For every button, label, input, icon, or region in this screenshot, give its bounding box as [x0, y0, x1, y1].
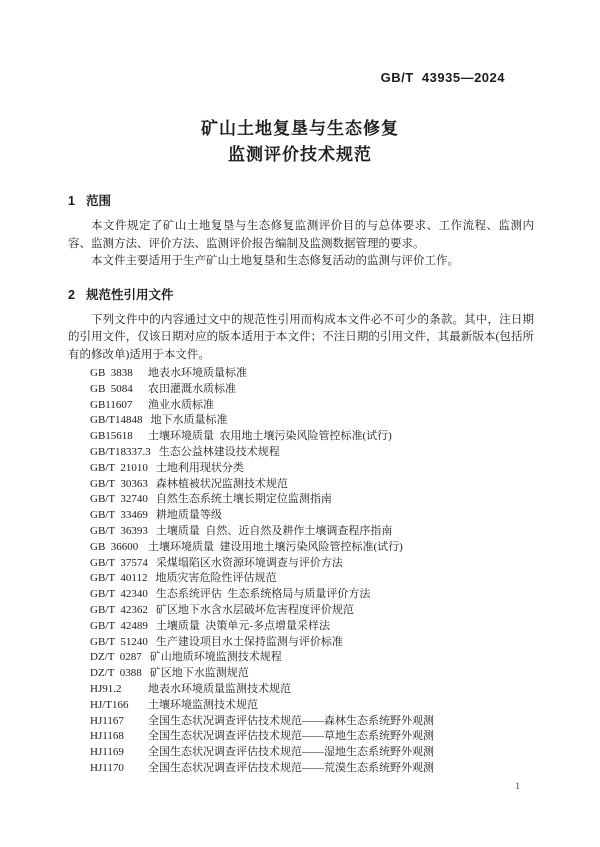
reference-item	[90, 650, 534, 666]
reference-code: GB/T 37574	[90, 556, 148, 569]
reference-code: GB/T 30363	[90, 477, 148, 490]
reference-title: 生态公益林建设技术规程	[158, 445, 280, 458]
document-body	[68, 193, 534, 777]
reference-item	[90, 571, 534, 587]
reference-code: GB11607	[90, 398, 133, 411]
section-references-title: 规范性引用文件	[85, 287, 174, 302]
reference-title: 农田灌溉水质标准	[148, 382, 236, 395]
reference-title: 耕地质量等级	[155, 509, 222, 522]
reference-item	[90, 714, 534, 730]
reference-item	[90, 587, 534, 603]
reference-item	[90, 445, 534, 461]
reference-code: HJ1170	[90, 761, 124, 774]
reference-item	[90, 682, 534, 698]
reference-code: GB 5084	[90, 382, 133, 395]
reference-item	[90, 745, 534, 761]
reference-code: GB15618	[90, 430, 133, 443]
reference-item	[90, 556, 534, 572]
reference-code: DZ/T 0388	[90, 667, 142, 680]
reference-code: GB/T 51240	[90, 635, 148, 648]
reference-code: HJ1169	[90, 746, 124, 759]
reference-title: 土壤环境质量 农用地土壤污染风险管控标准(试行)	[148, 430, 392, 443]
reference-title: 全国生态状况调查评估技术规范——森林生态系统野外观测	[148, 714, 434, 727]
reference-item	[90, 524, 534, 540]
document-title-line2: 监测评价技术规范	[228, 145, 372, 164]
reference-item	[90, 477, 534, 493]
reference-code: GB/T14848	[90, 414, 143, 427]
section-scope-number: 1	[68, 194, 75, 208]
reference-title: 土地利用现状分类	[155, 461, 244, 474]
reference-title: 生产建设项目水土保持监测与评价标准	[155, 635, 343, 648]
reference-title: 全国生态状况调查评估技术规范——荒漠生态系统野外观测	[148, 761, 434, 774]
reference-title: 土壤质量 决策单元-多点增量采样法	[155, 619, 331, 632]
reference-item	[90, 698, 534, 714]
reference-code: DZ/T 0287	[90, 651, 142, 664]
reference-title: 渔业水质标准	[148, 398, 214, 411]
reference-title: 采煤塌陷区水资源环境调查与评价方法	[155, 556, 343, 569]
reference-item	[90, 619, 534, 635]
reference-item	[90, 603, 534, 619]
reference-item	[90, 508, 534, 524]
reference-code: GB/T 36393	[90, 524, 148, 537]
reference-title: 全国生态状况调查评估技术规范——草地生态系统野外观测	[148, 730, 434, 743]
reference-code: GB/T 33469	[90, 509, 148, 522]
reference-title: 土壤质量 自然、近自然及耕作土壤调查程序指南	[155, 524, 393, 537]
reference-code: GB/T 42362	[90, 603, 148, 616]
scope-paragraph-1: 本文件规定了矿山土地复垦与生态修复监测评价目的与总体要求、工作流程、监测内容、监测方法、评价方法、监测评价报告编制及监测数据管理的要求。	[68, 220, 534, 250]
page-number: 1	[515, 782, 520, 792]
reference-title: 地下水质量标准	[150, 414, 228, 427]
reference-title: 地质灾害危险性评估规范	[155, 572, 277, 585]
reference-code: GB/T 32740	[90, 493, 148, 506]
reference-title: 生态系统评估 生态系统格局与质量评价方法	[155, 588, 371, 601]
reference-item	[90, 492, 534, 508]
reference-title: 地表水环境质量监测技术规范	[148, 682, 291, 695]
reference-item	[90, 540, 534, 556]
reference-title: 地表水环境质量标准	[148, 367, 247, 379]
reference-code: GB/T 40112	[90, 572, 148, 585]
references-intro: 下列文件中的内容通过文中的规范性引用而构成本文件必不可少的条款。其中，注日期的引用文件，仅该日期对应的版本适用于本文件；不注日期的引用文件，其最新版本(包括所有的修改单)适用于本文件。	[68, 313, 534, 361]
standard-number: GB/T 43935—2024	[380, 70, 505, 85]
section-references-heading	[68, 287, 534, 304]
reference-title: 全国生态状况调查评估技术规范——湿地生态系统野外观测	[148, 746, 434, 759]
reference-title: 矿山地质环境监测技术规程	[149, 651, 282, 664]
reference-item	[90, 635, 534, 651]
reference-code: HJ1167	[90, 714, 124, 727]
reference-code: GB 3838	[90, 367, 133, 379]
section-references-number: 2	[68, 287, 75, 302]
reference-title: 矿区地下水含水层破坏危害程度评价规范	[155, 603, 354, 616]
reference-item	[90, 413, 534, 429]
reference-code: HJ1168	[90, 730, 124, 743]
scope-paragraph-2: 本文件主要适用于生产矿山土地复垦和生态修复活动的监测与评价工作。	[91, 255, 459, 267]
reference-title: 土壤环境监测技术规范	[148, 698, 258, 711]
reference-item	[90, 429, 534, 445]
reference-title: 森林植被状况监测技术规范	[155, 477, 288, 490]
reference-title: 自然生态系统土壤长期定位监测指南	[155, 493, 332, 506]
reference-code: HJ91.2	[90, 682, 122, 695]
reference-code: HJ/T166	[90, 698, 129, 711]
document-title-line1: 矿山土地复垦与生态修复	[201, 119, 399, 138]
reference-item	[90, 398, 534, 414]
reference-item	[90, 761, 534, 777]
reference-code: GB/T 21010	[90, 461, 148, 474]
reference-item	[90, 729, 534, 745]
document-title	[0, 116, 600, 168]
reference-item	[90, 461, 534, 477]
section-scope-title: 范围	[85, 194, 111, 208]
reference-item	[90, 382, 534, 398]
reference-title: 矿区地下水监测规范	[149, 667, 249, 680]
references-list	[68, 366, 534, 777]
reference-code: GB/T18337.3	[90, 445, 151, 458]
reference-item	[90, 366, 534, 382]
reference-code: GB/T 42340	[90, 588, 148, 601]
section-scope-heading	[68, 193, 534, 210]
reference-code: GB 36600	[90, 540, 139, 553]
reference-title: 土壤环境质量 建设用地土壤污染风险管控标准(试行)	[148, 540, 403, 553]
reference-item	[90, 666, 534, 682]
reference-code: GB/T 42489	[90, 619, 148, 632]
